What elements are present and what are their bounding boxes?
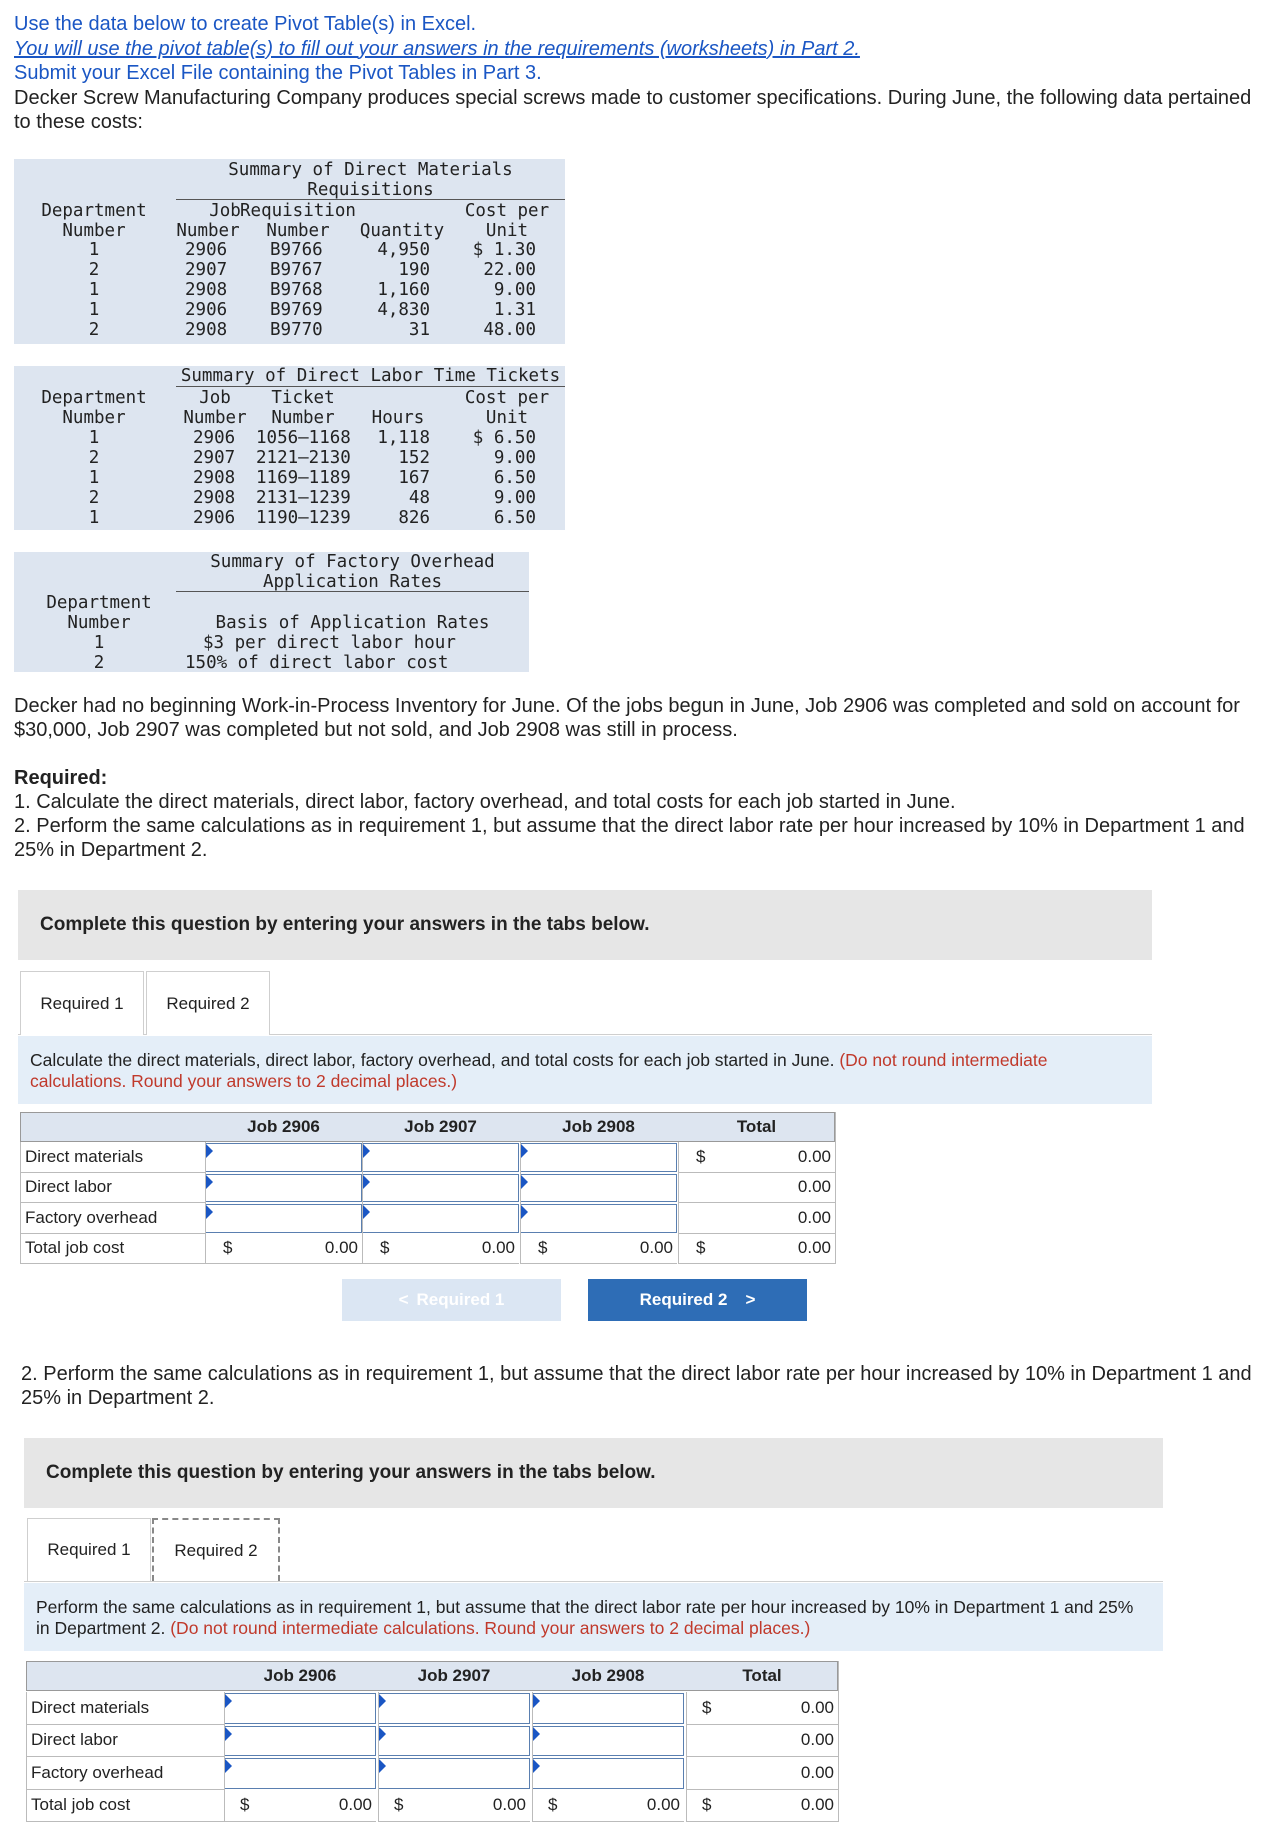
row-label: Direct materials bbox=[26, 1692, 224, 1725]
labor-cell-cost: $ 6.50 bbox=[472, 428, 536, 448]
column-divider bbox=[362, 1142, 363, 1264]
next-button-label: Required 2 bbox=[639, 1290, 728, 1309]
materials-col-cost-2: Unit bbox=[485, 221, 529, 241]
labor-cell-hours: 48 bbox=[408, 488, 430, 508]
amount-input[interactable] bbox=[224, 1758, 376, 1789]
row-label: Factory overhead bbox=[26, 1757, 224, 1790]
total-cell bbox=[678, 1203, 835, 1234]
column-divider bbox=[678, 1142, 679, 1264]
section1-tab-required-1[interactable]: Required 1 bbox=[20, 971, 144, 1035]
labor-cell-dept: 1 bbox=[88, 468, 100, 488]
total-job-cost-value: 0.00 bbox=[324, 1238, 358, 1258]
materials-cell-job: 2906 bbox=[185, 300, 228, 320]
dollar-sign: $ bbox=[380, 1238, 390, 1258]
materials-cell-dept: 2 bbox=[88, 320, 100, 340]
total-cell bbox=[686, 1757, 838, 1790]
section1-answer-table bbox=[20, 1112, 835, 1264]
labor-cell-job: 2908 bbox=[193, 488, 236, 508]
section1-instr-main: Calculate the direct materials, direct labor, factory overhead, and total costs for each job started in June. bbox=[30, 1050, 840, 1070]
amount-input[interactable] bbox=[520, 1143, 677, 1172]
labor-cell-ticket: 2121–2130 bbox=[256, 448, 351, 468]
column-divider bbox=[532, 1692, 533, 1822]
section2-tab-required-2[interactable]: Required 2 bbox=[152, 1518, 280, 1581]
total-job-cost-cell bbox=[205, 1234, 362, 1265]
required-heading: Required: bbox=[14, 767, 108, 789]
row-label: Direct labor bbox=[26, 1725, 224, 1758]
dollar-sign: $ bbox=[394, 1795, 404, 1815]
overhead-row-dept: 1 bbox=[93, 633, 105, 653]
intro-line-2[interactable]: You will use the pivot table(s) to fill out your answers in the requirements (worksheets) in Part 2. bbox=[14, 37, 860, 60]
total-cell bbox=[686, 1725, 838, 1758]
overhead-col-dept-2: Number bbox=[67, 613, 131, 633]
amount-input[interactable] bbox=[224, 1726, 376, 1757]
column-header: Job 2908 bbox=[562, 1117, 635, 1136]
labor-cell-job: 2907 bbox=[193, 448, 236, 468]
required-item-1: 1. Calculate the direct materials, direct labor, factory overhead, and total costs for each job started in June. bbox=[14, 791, 956, 813]
row-label: Total job cost bbox=[26, 1790, 224, 1823]
overhead-row-basis: $3 per direct labor hour bbox=[203, 633, 456, 653]
materials-cell-dept: 2 bbox=[88, 260, 100, 280]
grand-total-value: 0.00 bbox=[800, 1795, 834, 1815]
materials-col-dept-2: Number bbox=[62, 221, 126, 241]
section2-instr-red: (Do not round intermediate calculations. Round your answers to 2 decimal places.) bbox=[170, 1618, 811, 1638]
total-value: 0.00 bbox=[797, 1207, 831, 1227]
total-cell bbox=[678, 1173, 835, 1204]
total-job-cost-value: 0.00 bbox=[646, 1795, 680, 1815]
intro-line-4: Decker Screw Manufacturing Company produces special screws made to customer specifications. During June, the following data pertained to these costs: bbox=[14, 86, 1252, 133]
materials-cell-job: 2907 bbox=[185, 260, 228, 280]
dollar-sign: $ bbox=[702, 1697, 712, 1717]
required-item-2: 2. Perform the same calculations as in requirement 1, but assume that the direct labor rate per hour increased by 10% in Department 1 and 25% in Department 2. bbox=[14, 815, 1245, 861]
prev-button-label: Required 1 bbox=[416, 1290, 505, 1309]
total-value: 0.00 bbox=[800, 1730, 834, 1750]
overhead-row-dept: 2 bbox=[93, 653, 105, 673]
amount-input[interactable] bbox=[224, 1693, 376, 1724]
materials-col-job-1: Job bbox=[209, 201, 241, 221]
amount-input[interactable] bbox=[520, 1174, 677, 1203]
column-divider bbox=[205, 1142, 206, 1264]
overhead-col-dept-1: Department bbox=[46, 593, 152, 613]
column-header: Job 2908 bbox=[571, 1666, 645, 1685]
column-header: Job 2907 bbox=[417, 1666, 491, 1685]
total-value: 0.00 bbox=[797, 1177, 831, 1197]
labor-cell-cost: 6.50 bbox=[493, 468, 536, 488]
labor-col-cost-1: Cost per bbox=[464, 388, 550, 408]
total-job-cost-cell bbox=[520, 1234, 677, 1265]
materials-cell-dept: 1 bbox=[88, 240, 100, 260]
column-divider bbox=[838, 1661, 839, 1822]
materials-col-dept-1: Department bbox=[41, 201, 147, 221]
dollar-sign: $ bbox=[702, 1795, 712, 1815]
chevron-right-icon: > bbox=[745, 1290, 756, 1309]
total-job-cost-value: 0.00 bbox=[492, 1795, 526, 1815]
column-divider bbox=[686, 1692, 687, 1822]
materials-col-req-1: Requisition bbox=[240, 201, 356, 221]
materials-cell-req: B9768 bbox=[270, 280, 323, 300]
overhead-col-basis: Basis of Application Rates bbox=[215, 613, 490, 633]
dollar-sign: $ bbox=[240, 1795, 250, 1815]
labor-col-job-2: Number bbox=[183, 408, 247, 428]
next-button[interactable] bbox=[588, 1279, 807, 1321]
materials-col-job-2: Number bbox=[176, 221, 240, 241]
total-job-cost-cell bbox=[362, 1234, 519, 1265]
labor-cell-job: 2906 bbox=[193, 428, 236, 448]
narrative: Decker had no beginning Work-in-Process Inventory for June. Of the jobs begun in June, Job 2906 was completed and sold on account for $30,000, Job 2907 was completed but not sold, and Job 2908 was still in process. bbox=[14, 695, 1240, 741]
labor-cell-ticket: 2131–1239 bbox=[256, 488, 351, 508]
labor-col-ticket-2: Number bbox=[271, 408, 335, 428]
section1-banner: Complete this question by entering your answers in the tabs below. bbox=[18, 890, 1152, 960]
materials-cell-job: 2906 bbox=[185, 240, 228, 260]
grand-total-value: 0.00 bbox=[797, 1238, 831, 1258]
chevron-left-icon: < bbox=[398, 1290, 409, 1309]
section2-instr-main: Perform the same calculations as in requirement 1, but assume that the direct labor rate per hour increased by 10% in Department 1 and 25% in Department 2. bbox=[36, 1597, 1134, 1638]
dollar-sign: $ bbox=[696, 1238, 706, 1258]
section2-instructions bbox=[24, 1583, 1163, 1651]
overhead-title-2: Application Rates bbox=[262, 572, 443, 592]
materials-cell-req: B9769 bbox=[270, 300, 323, 320]
labor-cell-hours: 1,118 bbox=[377, 428, 430, 448]
total-value: 0.00 bbox=[800, 1762, 834, 1782]
total-job-cost-cell bbox=[378, 1790, 530, 1823]
materials-cell-cost: 9.00 bbox=[493, 280, 536, 300]
total-cell bbox=[678, 1142, 835, 1173]
materials-cell-req: B9767 bbox=[270, 260, 323, 280]
amount-input[interactable] bbox=[205, 1143, 362, 1172]
prev-button[interactable] bbox=[342, 1279, 561, 1321]
section1-instr-red: (Do not round intermediate calculations. Round your answers to 2 decimal places.) bbox=[30, 1050, 1048, 1091]
materials-title-2: Requisitions bbox=[307, 180, 434, 200]
amount-input[interactable] bbox=[532, 1693, 684, 1724]
total-cell bbox=[686, 1692, 838, 1725]
materials-cell-req: B9770 bbox=[270, 320, 323, 340]
materials-cell-cost: 22.00 bbox=[483, 260, 536, 280]
labor-cell-dept: 1 bbox=[88, 508, 100, 528]
section2-banner: Complete this question by entering your answers in the tabs below. bbox=[24, 1438, 1163, 1508]
labor-cell-job: 2906 bbox=[193, 508, 236, 528]
labor-cell-ticket: 1056–1168 bbox=[256, 428, 351, 448]
materials-cell-req: B9766 bbox=[270, 240, 323, 260]
labor-cell-hours: 152 bbox=[398, 448, 430, 468]
materials-cell-qty: 4,830 bbox=[377, 300, 430, 320]
labor-cell-dept: 2 bbox=[88, 488, 100, 508]
labor-col-dept-2: Number bbox=[62, 408, 126, 428]
labor-cell-cost: 9.00 bbox=[493, 448, 536, 468]
labor-col-cost-2: Unit bbox=[485, 408, 529, 428]
dollar-sign: $ bbox=[548, 1795, 558, 1815]
amount-input[interactable] bbox=[362, 1143, 519, 1172]
amount-input[interactable] bbox=[378, 1726, 530, 1757]
labor-cell-dept: 1 bbox=[88, 428, 100, 448]
total-value: 0.00 bbox=[797, 1146, 831, 1166]
total-value: 0.00 bbox=[800, 1697, 834, 1717]
labor-col-job-1: Job bbox=[199, 388, 231, 408]
labor-cell-hours: 826 bbox=[398, 508, 430, 528]
labor-cell-dept: 2 bbox=[88, 448, 100, 468]
labor-cell-ticket: 1169–1189 bbox=[256, 468, 351, 488]
materials-col-cost-1: Cost per bbox=[464, 201, 550, 221]
amount-input[interactable] bbox=[520, 1204, 677, 1233]
row-label: Direct labor bbox=[20, 1173, 205, 1204]
materials-cell-job: 2908 bbox=[185, 280, 228, 300]
materials-cell-dept: 1 bbox=[88, 300, 100, 320]
materials-cell-qty: 1,160 bbox=[377, 280, 430, 300]
materials-title-1: Summary of Direct Materials bbox=[228, 160, 513, 180]
total-job-cost-cell bbox=[224, 1790, 376, 1823]
section1-instructions bbox=[18, 1036, 1152, 1104]
column-header: Total bbox=[742, 1666, 782, 1685]
intro-line-1: Use the data below to create Pivot Table(s) in Excel. bbox=[14, 13, 477, 35]
amount-input[interactable] bbox=[378, 1693, 530, 1724]
labor-cell-cost: 9.00 bbox=[493, 488, 536, 508]
amount-input[interactable] bbox=[378, 1758, 530, 1789]
labor-col-hours: Hours bbox=[371, 408, 425, 428]
materials-cell-qty: 31 bbox=[408, 320, 430, 340]
materials-cell-qty: 190 bbox=[398, 260, 430, 280]
labor-cell-hours: 167 bbox=[398, 468, 430, 488]
amount-input[interactable] bbox=[205, 1204, 362, 1233]
materials-cell-dept: 1 bbox=[88, 280, 100, 300]
column-header: Job 2907 bbox=[404, 1117, 477, 1136]
section2-tab-required-1[interactable]: Required 1 bbox=[27, 1518, 151, 1581]
column-header: Job 2906 bbox=[263, 1666, 337, 1685]
grand-total-cell bbox=[686, 1790, 838, 1823]
labor-cell-ticket: 1190–1239 bbox=[256, 508, 351, 528]
materials-col-req-2: Number bbox=[266, 221, 330, 241]
column-divider bbox=[520, 1142, 521, 1264]
row-label: Total job cost bbox=[20, 1234, 205, 1265]
section2-text: 2. Perform the same calculations as in requirement 1, but assume that the direct labor rate per hour increased by 10% in Department 1 and 25% in Department 2. bbox=[21, 1363, 1252, 1409]
materials-cell-cost: 48.00 bbox=[483, 320, 536, 340]
amount-input[interactable] bbox=[205, 1174, 362, 1203]
materials-cell-job: 2908 bbox=[185, 320, 228, 340]
dollar-sign: $ bbox=[696, 1146, 706, 1166]
materials-col-qty: Quantity bbox=[359, 221, 445, 241]
total-job-cost-value: 0.00 bbox=[639, 1238, 673, 1258]
total-job-cost-value: 0.00 bbox=[338, 1795, 372, 1815]
column-divider bbox=[224, 1692, 225, 1822]
intro-text bbox=[14, 12, 1264, 135]
materials-cell-cost: 1.31 bbox=[493, 300, 536, 320]
column-divider bbox=[378, 1692, 379, 1822]
labor-cell-cost: 6.50 bbox=[493, 508, 536, 528]
labor-cell-job: 2908 bbox=[193, 468, 236, 488]
column-header: Total bbox=[736, 1117, 777, 1136]
labor-col-dept-1: Department bbox=[41, 388, 147, 408]
row-label: Direct materials bbox=[20, 1142, 205, 1173]
dollar-sign: $ bbox=[223, 1238, 233, 1258]
overhead-row-basis: 150% of direct labor cost bbox=[185, 653, 449, 673]
labor-col-ticket-1: Ticket bbox=[271, 388, 335, 408]
section2-answer-table bbox=[26, 1661, 838, 1821]
amount-input[interactable] bbox=[362, 1204, 519, 1233]
amount-input[interactable] bbox=[362, 1174, 519, 1203]
materials-cell-qty: 4,950 bbox=[377, 240, 430, 260]
total-job-cost-cell bbox=[532, 1790, 684, 1823]
grand-total-cell bbox=[678, 1234, 835, 1265]
intro-line-3: Submit your Excel File containing the Pivot Tables in Part 3. bbox=[14, 62, 542, 84]
amount-input[interactable] bbox=[532, 1758, 684, 1789]
total-job-cost-value: 0.00 bbox=[481, 1238, 515, 1258]
materials-cell-cost: $ 1.30 bbox=[472, 240, 536, 260]
column-header: Job 2906 bbox=[247, 1117, 320, 1136]
dollar-sign: $ bbox=[538, 1238, 548, 1258]
labor-title: Summary of Direct Labor Time Tickets bbox=[180, 366, 561, 386]
overhead-title-1: Summary of Factory Overhead bbox=[210, 552, 495, 572]
amount-input[interactable] bbox=[532, 1726, 684, 1757]
column-divider bbox=[835, 1112, 836, 1264]
section1-tab-required-2[interactable]: Required 2 bbox=[146, 971, 270, 1035]
row-label: Factory overhead bbox=[20, 1203, 205, 1234]
